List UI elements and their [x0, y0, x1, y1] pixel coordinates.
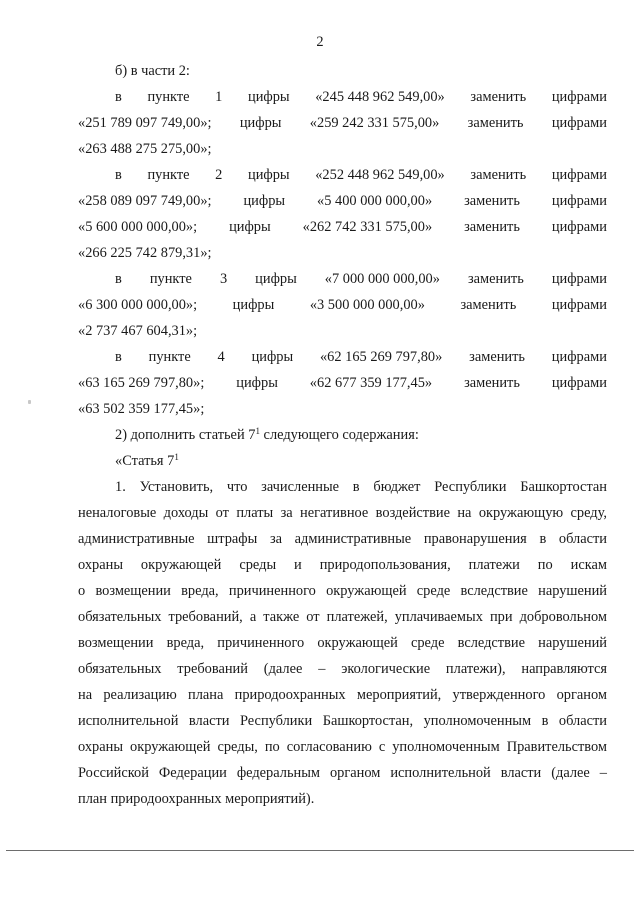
row-word: в	[115, 89, 122, 105]
amendment-row	[78, 373, 607, 393]
article-title	[115, 451, 607, 471]
add-article-text: 2) дополнить статьей 7	[115, 427, 256, 443]
row-word: «252 448 962 549,00»	[315, 167, 445, 183]
row-word: цифры	[248, 167, 290, 183]
row-word: цифры	[248, 89, 290, 105]
body-line-last: план природоохранных мероприятий).	[78, 791, 315, 807]
amendment-row	[115, 269, 607, 289]
row-word: заменить	[464, 219, 520, 235]
amendment-row-end: «63 502 359 177,45»;	[78, 401, 205, 417]
body-line: обязательных требований (далее – экологические платежи), направляются	[78, 661, 607, 677]
row-word: цифры	[232, 297, 275, 313]
row-word: заменить	[460, 297, 517, 313]
row-word: «5 600 000 000,00»;	[78, 219, 198, 235]
row-word: «258 089 097 749,00»;	[78, 193, 212, 209]
amendment-row	[78, 217, 607, 237]
row-word: цифрами	[551, 219, 607, 235]
row-word: пункте	[148, 349, 191, 365]
row-word: цифры	[251, 349, 294, 365]
row-word: 3	[219, 271, 228, 287]
body-line: исполнительной власти Республики Башкортостан, уполномоченным в области	[78, 713, 607, 729]
article-title-text: «Статья 7	[115, 453, 175, 469]
row-word: цифрами	[551, 193, 607, 209]
row-word: цифрами	[551, 297, 607, 313]
row-word: «63 165 269 797,80»;	[78, 375, 205, 391]
row-word: цифрами	[551, 89, 607, 105]
body-line: охраны окружающей среды и природопользования, платежи по искам	[78, 557, 607, 573]
row-word: «259 242 331 575,00»	[309, 115, 440, 131]
row-word: цифры	[243, 193, 286, 209]
row-word: «5 400 000 000,00»	[317, 193, 433, 209]
row-word: цифры	[255, 271, 297, 287]
row-word: «245 448 962 549,00»	[315, 89, 445, 105]
row-word: цифрами	[551, 271, 607, 287]
row-word: в	[115, 271, 122, 287]
row-word: заменить	[470, 89, 527, 105]
amendment-row	[115, 87, 607, 107]
amendment-row-end: «2 737 467 604,31»;	[78, 323, 198, 339]
row-word: 4	[217, 349, 225, 365]
row-word: заменить	[464, 375, 520, 391]
amendment-row-end: «263 488 275 275,00»;	[78, 141, 212, 157]
row-word: заменить	[467, 271, 524, 287]
amendment-row	[78, 191, 607, 211]
amendment-row	[115, 347, 607, 367]
amendment-row	[78, 295, 607, 315]
row-word: пункте	[147, 89, 190, 105]
article-title-sup: 1	[174, 452, 179, 462]
row-word: заменить	[469, 349, 525, 365]
body-line: 1. Установить, что зачисленные в бюджет Республики Башкортостан	[115, 479, 607, 495]
add-article-tail: следующего содержания:	[259, 427, 419, 443]
row-word: «262 742 331 575,00»	[302, 219, 433, 235]
row-word: заменить	[464, 193, 520, 209]
row-word: «3 500 000 000,00»	[309, 297, 425, 313]
row-word: цифры	[239, 115, 282, 131]
row-word: «62 165 269 797,80»	[319, 349, 443, 365]
row-word: «6 300 000 000,00»;	[78, 297, 198, 313]
body-line: охраны окружающей среды, по согласованию с уполномоченным Правительством	[78, 739, 607, 755]
amendment-row-end: «266 225 742 879,31»;	[78, 245, 212, 261]
row-word: в	[115, 349, 122, 365]
row-word: пункте	[147, 167, 190, 183]
row-word: пункте	[149, 271, 192, 287]
body-line: Российской Федерации федеральным органом исполнительной власти (далее –	[78, 765, 607, 781]
body-line: административные штрафы за административные правонарушения в области	[78, 531, 607, 547]
row-word: цифры	[236, 375, 278, 391]
row-word: 2	[215, 167, 223, 183]
body-line: о возмещении вреда, причиненного окружающей среде вследствие нарушений	[78, 583, 607, 599]
row-word: цифрами	[551, 349, 607, 365]
row-word: 1	[215, 89, 223, 105]
body-line: неналоговые доходы от платы за негативное воздействие на окружающую среду,	[78, 505, 607, 521]
add-article-sup: 1	[255, 426, 260, 436]
row-word: в	[115, 167, 122, 183]
row-word: цифрами	[551, 115, 607, 131]
row-word: цифрами	[551, 375, 607, 391]
row-word: заменить	[470, 167, 527, 183]
add-article-line	[115, 425, 607, 445]
amendment-row	[115, 165, 607, 185]
amendment-row	[78, 113, 607, 133]
part-heading: б) в части 2:	[115, 63, 190, 79]
body-line: возмещении вреда, причиненного окружающей среде вследствие нарушений	[78, 635, 607, 651]
row-word: заменить	[467, 115, 524, 131]
row-word: цифрами	[551, 167, 607, 183]
row-word: цифры	[229, 219, 271, 235]
row-word: «7 000 000 000,00»	[324, 271, 440, 287]
body-line: на реализацию плана природоохранных мероприятий, утвержденного органом	[78, 687, 607, 703]
body-line: обязательных требований, а также от платежей, уплачиваемых при добровольном	[78, 609, 607, 625]
row-word: «251 789 097 749,00»;	[78, 115, 212, 131]
footer-rule	[6, 850, 634, 851]
page-number: 2	[316, 34, 324, 50]
scan-speck	[28, 400, 31, 404]
row-word: «62 677 359 177,45»	[309, 375, 433, 391]
